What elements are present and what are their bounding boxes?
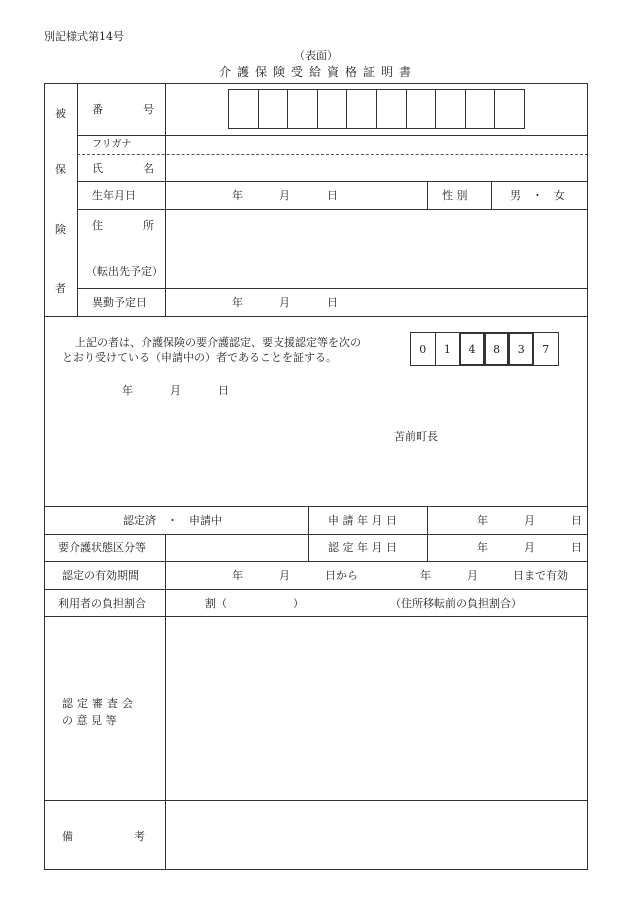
opinion-field[interactable]	[167, 618, 586, 798]
remarks-label-a: 備	[62, 830, 73, 843]
burden-note: （住所移転前の負担割合）	[390, 597, 522, 610]
remarks-field[interactable]	[167, 802, 586, 868]
address-label-a: 住	[92, 219, 103, 232]
name-label-a: 氏	[92, 162, 103, 175]
page-title: 介護保険受給資格証明書	[219, 65, 418, 79]
move-month: 月	[279, 296, 290, 309]
section-char-4: 者	[55, 282, 66, 295]
form-number: 別記様式第14号	[44, 30, 124, 43]
valid-from-day: 日から	[325, 569, 358, 582]
cert-date-month: 月	[170, 384, 181, 397]
number-label-a: 番	[92, 103, 103, 116]
sex-value[interactable]: 男 ・ 女	[510, 189, 565, 202]
valid-to-year: 年	[420, 569, 431, 582]
valid-from-month: 月	[279, 569, 290, 582]
birth-year: 年	[232, 189, 243, 202]
birth-label: 生年月日	[92, 189, 136, 202]
number-digit-box[interactable]	[465, 89, 496, 129]
furigana-label: フリガナ	[92, 139, 132, 150]
cert-text-line1: 上記の者は、介護保険の要介護認定、要支援認定等を次の	[75, 336, 361, 349]
code-digit-box: 0	[410, 332, 436, 366]
number-digit-box[interactable]	[258, 89, 289, 129]
move-year: 年	[232, 296, 243, 309]
move-label: 異動予定日	[92, 296, 147, 309]
validity-label: 認定の有効期間	[62, 569, 139, 582]
remarks-label-b: 考	[134, 830, 145, 843]
apply-date-label: 申 請 年 月 日	[328, 514, 397, 527]
burden-label: 利用者の負担割合	[58, 597, 146, 610]
number-digit-box[interactable]	[435, 89, 466, 129]
valid-to-month: 月	[467, 569, 478, 582]
forwarding-label: （転出先予定）	[86, 265, 163, 278]
valid-from-year: 年	[232, 569, 243, 582]
number-digit-box[interactable]	[376, 89, 407, 129]
birth-month: 月	[279, 189, 290, 202]
name-label-b: 名	[143, 162, 154, 175]
number-digit-box[interactable]	[406, 89, 437, 129]
burden-value[interactable]: 割（ ）	[205, 597, 304, 610]
cert-date-label: 認 定 年 月 日	[328, 541, 397, 554]
number-digit-box[interactable]	[228, 89, 259, 129]
section-char-3: 険	[55, 223, 66, 236]
move-day: 日	[327, 296, 338, 309]
number-digit-box[interactable]	[317, 89, 348, 129]
section-char-2: 保	[55, 163, 66, 176]
status-text[interactable]: 認定済 ・ 申請中	[123, 514, 222, 527]
apply-month: 月	[524, 514, 535, 527]
number-digit-box[interactable]	[494, 89, 525, 129]
care-level-field[interactable]	[167, 536, 306, 560]
apply-day: 日	[571, 514, 582, 527]
address-field[interactable]	[167, 211, 586, 287]
opinion-label-line2: の 意 見 等	[62, 714, 117, 727]
code-digit-box: 4	[459, 332, 485, 366]
address-label-b: 所	[143, 219, 154, 232]
code-digit-box: 1	[435, 332, 461, 366]
sex-label: 性 別	[442, 189, 468, 202]
number-digit-box[interactable]	[346, 89, 377, 129]
cert-month: 月	[524, 541, 535, 554]
code-digit-box: 8	[484, 332, 510, 366]
cert-year: 年	[477, 541, 488, 554]
number-digit-box[interactable]	[287, 89, 318, 129]
cert-date-year: 年	[122, 384, 133, 397]
side-label: （表面）	[294, 49, 338, 62]
code-digit-box: 7	[533, 332, 559, 366]
section-char-1: 被	[55, 107, 66, 120]
valid-to-day: 日まで有効	[513, 569, 568, 582]
cert-text-line2: とおり受けている（申請中の）者であることを証する。	[62, 351, 337, 364]
issuer: 苫前町長	[394, 430, 438, 443]
cert-date-day: 日	[218, 384, 229, 397]
name-field[interactable]	[167, 156, 586, 180]
birth-day: 日	[327, 189, 338, 202]
code-digit-box: 3	[508, 332, 534, 366]
care-level-label: 要介護状態区分等	[58, 541, 146, 554]
apply-year: 年	[477, 514, 488, 527]
furigana-field[interactable]	[167, 136, 586, 153]
opinion-label-line1: 認定審査会	[62, 697, 137, 710]
number-label-b: 号	[143, 103, 154, 116]
cert-day: 日	[571, 541, 582, 554]
